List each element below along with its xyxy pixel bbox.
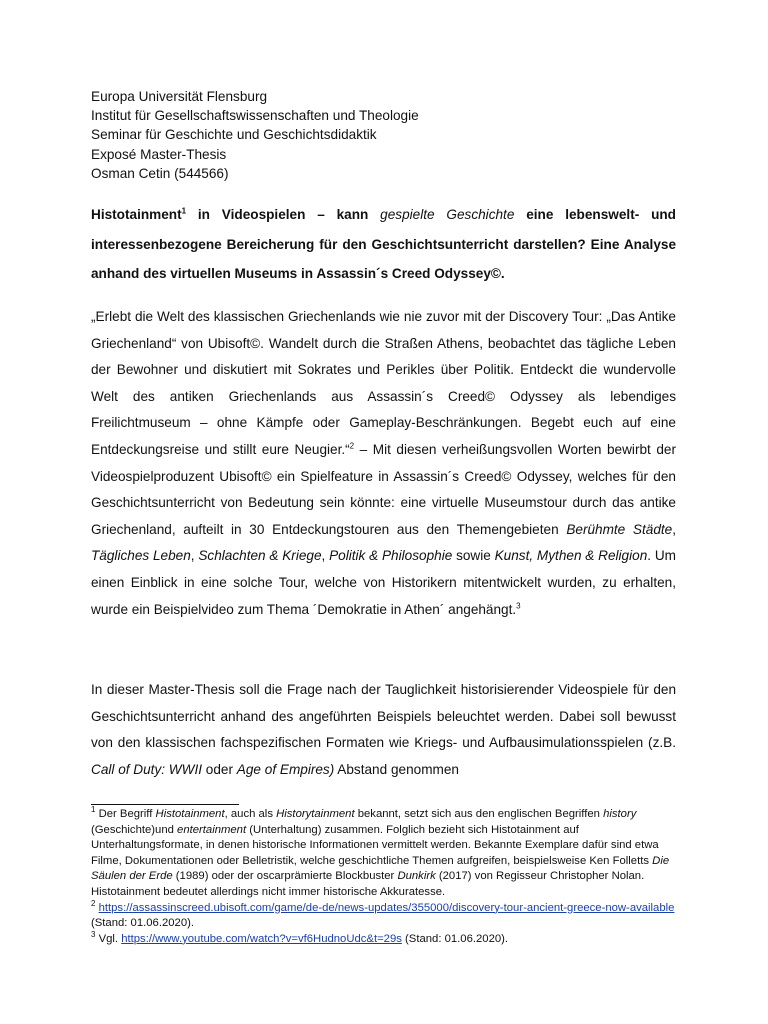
topic-battles: Schlachten & Kriege (198, 548, 322, 564)
title-part: Histotainment (91, 207, 182, 222)
footnote-italic: Histotainment (155, 808, 225, 820)
footnote-italic: Dunkirk (397, 870, 436, 883)
footnotes (91, 807, 681, 947)
footnote-italic: Historytainment (276, 808, 355, 820)
separator: sowie (452, 548, 495, 564)
footnote-ref-3[interactable]: 3 (516, 601, 521, 610)
footnote-text: (Geschichte)und (91, 823, 178, 836)
footnote-italic: Die Säulen der Erde (91, 854, 670, 883)
body-text: oder (202, 761, 237, 777)
footnote-number: 2 (91, 898, 96, 908)
game-title-aoe: Age of Empires) (236, 761, 335, 777)
body-text: . Um einen Einblick in eine solche Tour, welche von Historikern mitentwickelt wurden, zu erhalten, wurde ein Beispielvideo zum Thema ´Demokratie in Athen´ angehängt. (91, 548, 676, 617)
seminar-line: Seminar für Geschichte und Geschichtsdidaktik (91, 127, 377, 143)
footnote-text: Vgl. (95, 932, 122, 945)
footnote-ref-1[interactable]: 1 (181, 206, 187, 216)
footnote-italic: entertainment (177, 823, 247, 836)
separator: , (190, 548, 199, 564)
body-text: In dieser Master-Thesis soll die Frage nach der Tauglichkeit historisierender Videospiele für den Geschichtsunterricht anhand des angeführten Beispiels beleuchtet werden. Dabei soll bewusst von den klassischen fachspezifischen Formaten wie Kriegs- und Aufbausimulationsspielen (z.B. (91, 682, 676, 751)
research-paragraph (91, 677, 676, 783)
author-line: Osman Cetin (544566) (91, 165, 229, 181)
topic-daily-life: Tägliches Leben (91, 548, 191, 564)
footnote-italic: history (603, 808, 637, 820)
document-type-line: Exposé Master-Thesis (91, 146, 227, 162)
footnote-1 (91, 807, 681, 901)
topic-politics: Politik & Philosophie (329, 548, 453, 564)
institute-line: Institut für Gesellschaftswissenschaften und Theologie (91, 108, 419, 124)
game-title-cod: Call of Duty: WWII (91, 761, 203, 777)
title-part: in Videospielen – kann (186, 207, 381, 222)
footnote-text: Der Begriff (95, 808, 156, 820)
footnote-text: (1989) oder der oscarprämierte Blockbuster (172, 870, 398, 883)
youtube-link[interactable]: https://www.youtube.com/watch?v=vf6HudnoUdc&t=29s (121, 932, 402, 945)
footnote-text: , auch als (224, 808, 277, 820)
footnote-2 (91, 898, 681, 932)
title-italic: gespielte Geschichte (380, 207, 515, 222)
author-header (91, 87, 419, 183)
footnote-text: bekannt, setzt sich aus den englischen Begriffen (354, 808, 604, 820)
separator: , (321, 548, 330, 564)
footnote-number: 3 (91, 929, 96, 939)
body-text: – Mit diesen verheißungsvollen Worten bewirbt der Videospielproduzent Ubisoft© ein Spielfeature in Assassin´s Creed© Odyssey, welches für den Geschichtsunterricht von Bedeutung sein könnte: eine virtuelle Museumstour durch das antike Griechenland, aufteilt in 30 Entdeckungstouren aus den Themengebieten (91, 441, 676, 537)
title-part: eine lebenswelt- und interessenbezogene Bereicherung für den Geschichtsunterricht darstellen? Eine Analyse anhand des virtuellen Museums in Assassin´s Creed Odyssey©. (91, 207, 676, 282)
quote-text: „Erlebt die Welt des klassischen Griechenlands wie nie zuvor mit der Discovery Tour: „Das Antike Griechenland“ von Ubisoft©. Wandelt durch die Straßen Athens, beobachtet das tägliche Leben der Bewohner und diskutiert mit Sokrates und Perikles über Politik. Entdeckt die wundervolle Welt des antiken Griechenlands aus Assassin´s Creed© Odyssey als lebendiges Freilichtmuseum – ohne Kämpfe oder Gameplay-Beschränkungen. Begebt euch auf eine Entdeckungsreise und stillt eure Neugier.“ (91, 309, 676, 457)
thesis-title (91, 200, 676, 289)
topic-art: Kunst, Mythen & Religion (494, 548, 648, 564)
footnote-text: (Stand: 01.06.2020). (91, 917, 195, 930)
university-line: Europa Universität Flensburg (91, 89, 268, 104)
footnote-divider (91, 804, 239, 805)
body-text: Abstand genommen (334, 761, 459, 777)
footnote-text: (2017) von Regisseur Christopher Nolan. Histotainment bedeutet allerdings nicht immer historische Akkuratesse. (91, 870, 645, 898)
footnote-3 (91, 929, 681, 948)
footnote-number: 1 (91, 805, 96, 815)
topic-cities: Berühmte Städte (566, 521, 673, 537)
footnote-ref-2[interactable]: 2 (349, 441, 355, 451)
footnote-text: (Unterhaltung) zusammen. Folglich bezieht sich Histotainment auf Unterhaltungsformate, in denen historische Informationen vermittelt werden. Bekannte Exemplare dafür sind etwa Filme, Dokumentationen oder Belletristik, welche geschichtliche Themen aufgreifen, beispielsweise Ken Folletts (91, 823, 659, 867)
intro-paragraph (91, 304, 676, 623)
separator: , (672, 521, 677, 537)
ubisoft-link[interactable]: https://assassinscreed.ubisoft.com/game/de-de/news-updates/355000/discovery-tour-ancient-greece-now-available (98, 901, 675, 914)
footnote-text: (Stand: 01.06.2020). (401, 932, 509, 945)
